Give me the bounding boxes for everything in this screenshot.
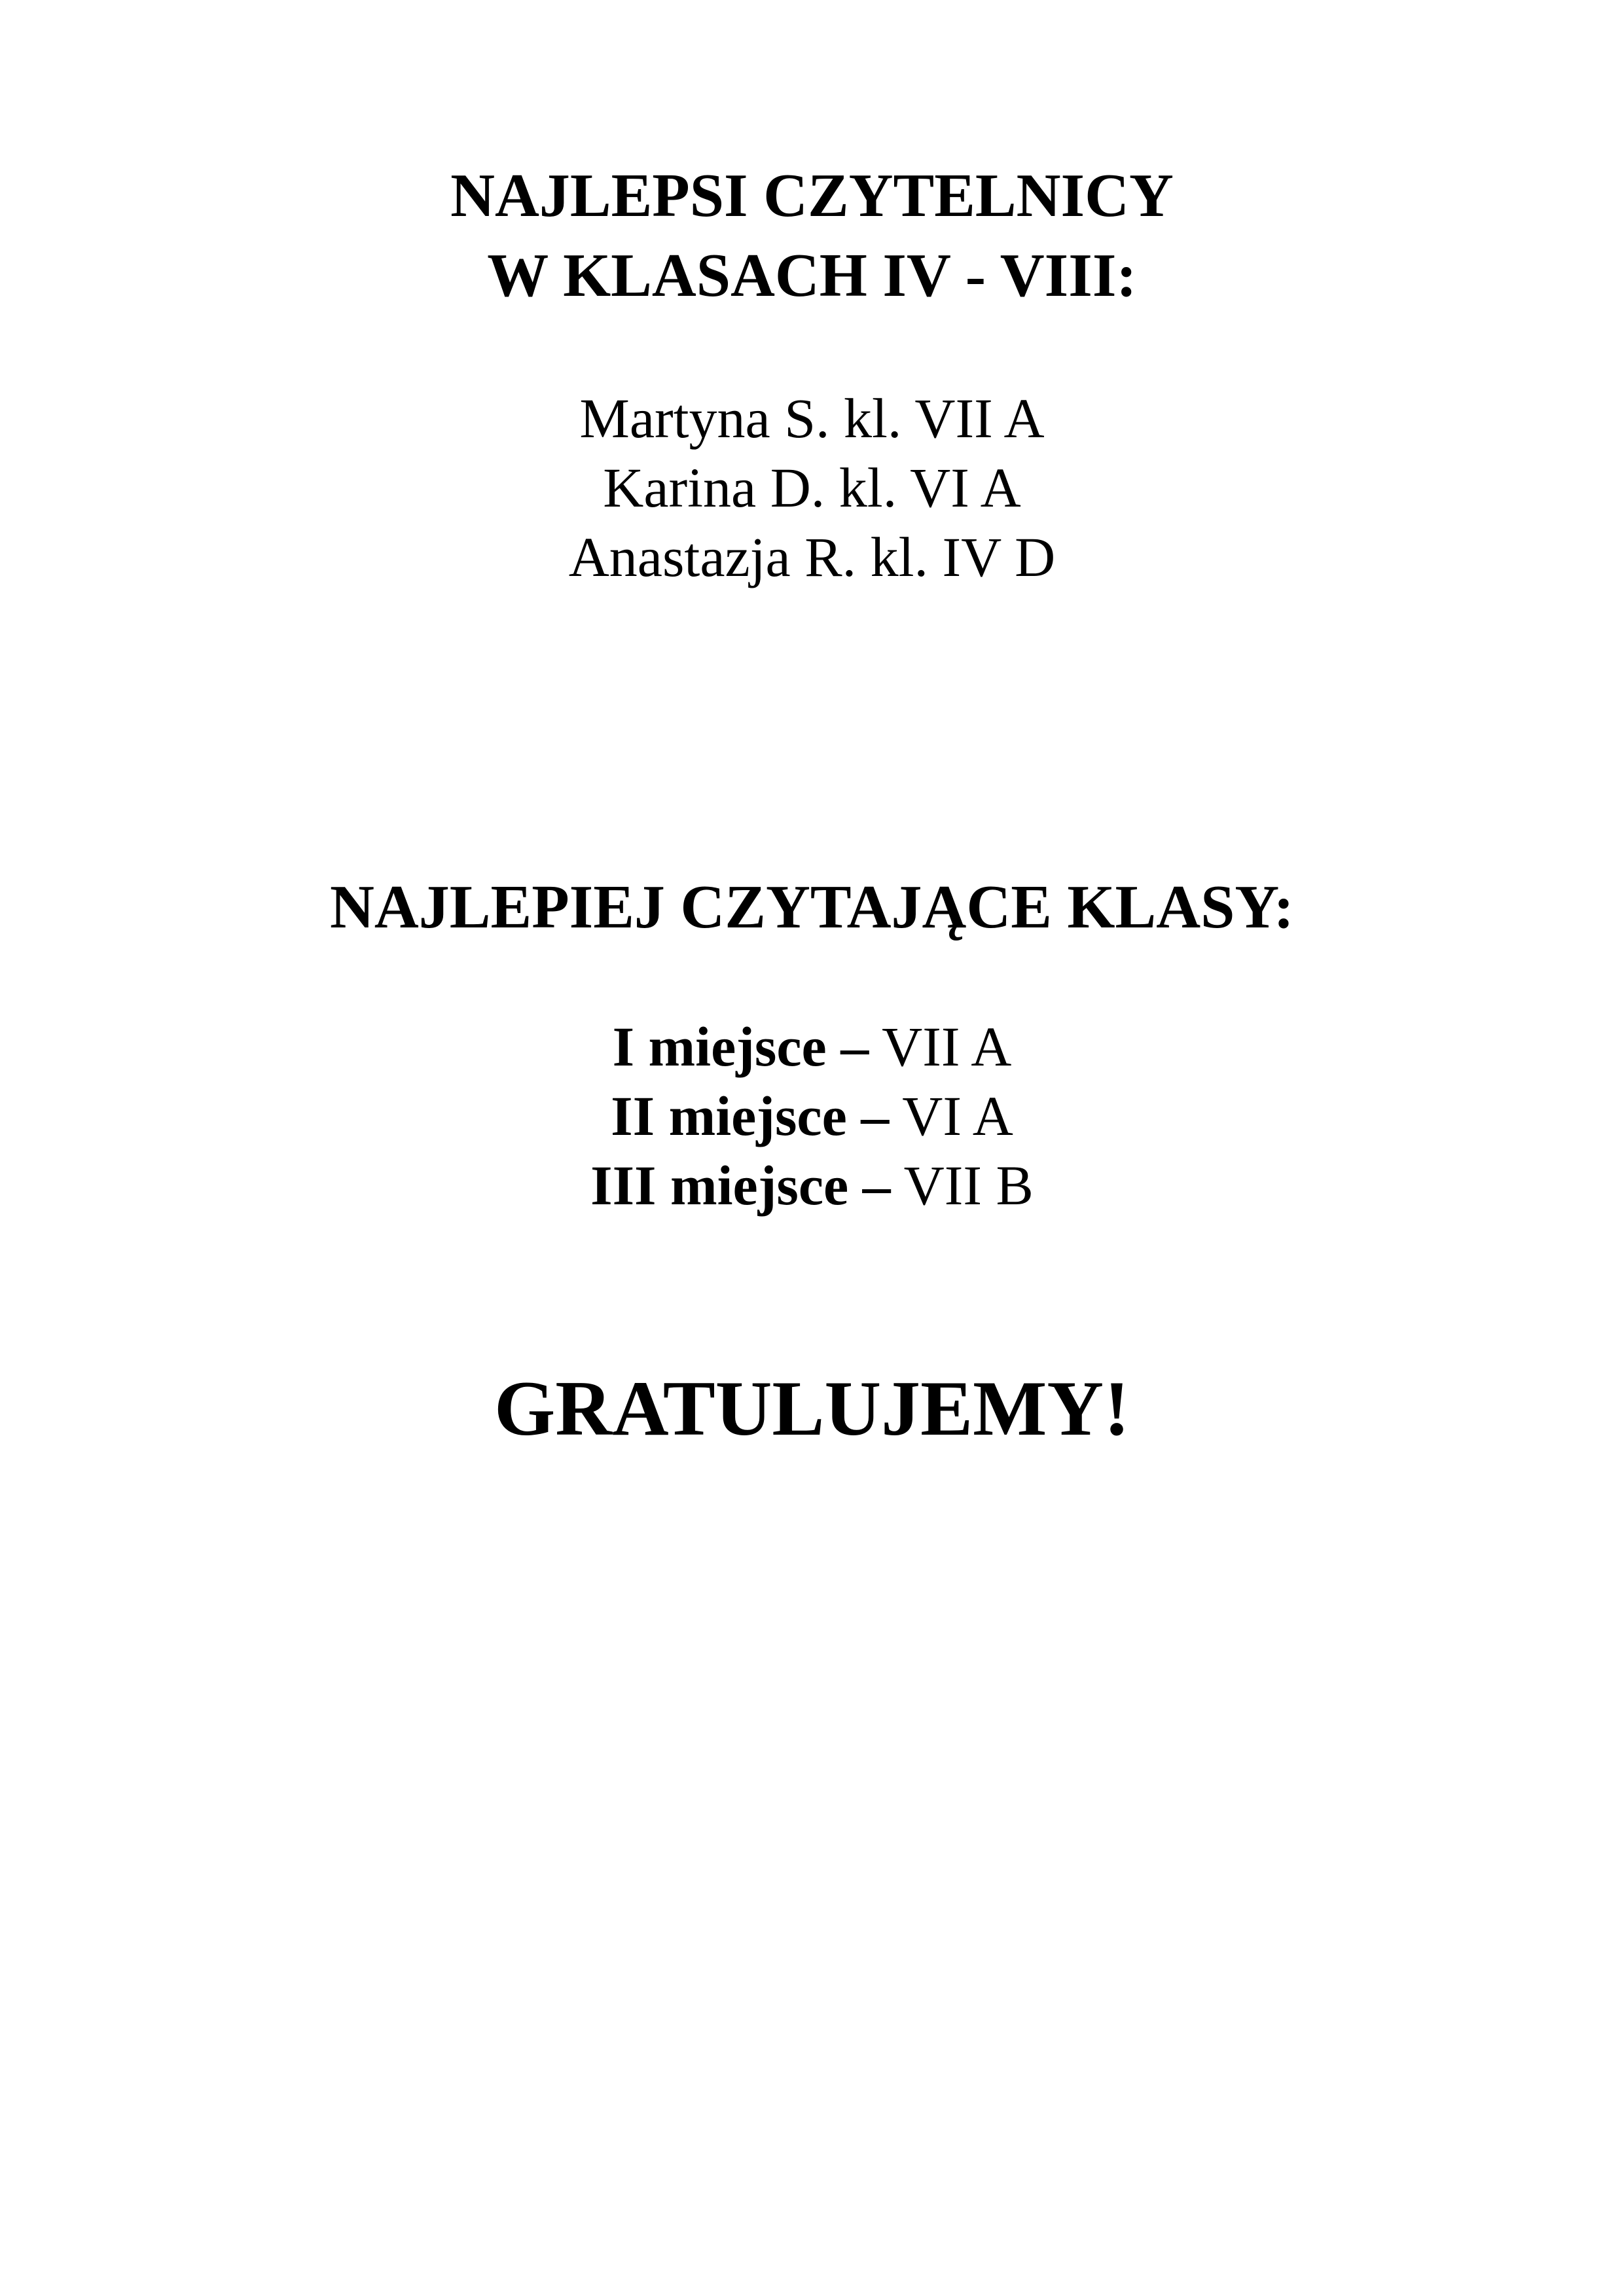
classes-heading: NAJLEPIEJ CZYTAJĄCE KLASY: <box>330 873 1294 941</box>
rank-place-label: I miejsce – <box>612 1015 869 1078</box>
readers-list <box>0 384 1624 592</box>
classes-ranking-list <box>0 1012 1624 1220</box>
reader-item: Martyna S. kl. VII A <box>579 387 1045 450</box>
rank-class-name: VII A <box>882 1015 1012 1078</box>
reader-item: Anastazja R. kl. IV D <box>568 526 1056 588</box>
closing-congratulations: GRATULUJEMY! <box>494 1365 1130 1452</box>
ranking-item <box>0 1151 1624 1220</box>
reader-item: Karina D. kl. VI A <box>603 456 1021 519</box>
rank-class-name: VII B <box>903 1154 1034 1217</box>
rank-place-label: II miejsce – <box>611 1085 890 1147</box>
ranking-item <box>0 1012 1624 1081</box>
ranking-item <box>0 1081 1624 1151</box>
rank-place-label: III miejsce – <box>590 1154 891 1217</box>
readers-heading-line-1: NAJLEPSI CZYTELNICY <box>450 162 1174 230</box>
readers-heading <box>0 156 1624 315</box>
readers-heading-line-2: W KLASACH IV - VIII: <box>487 242 1137 310</box>
rank-class-name: VI A <box>902 1085 1013 1147</box>
